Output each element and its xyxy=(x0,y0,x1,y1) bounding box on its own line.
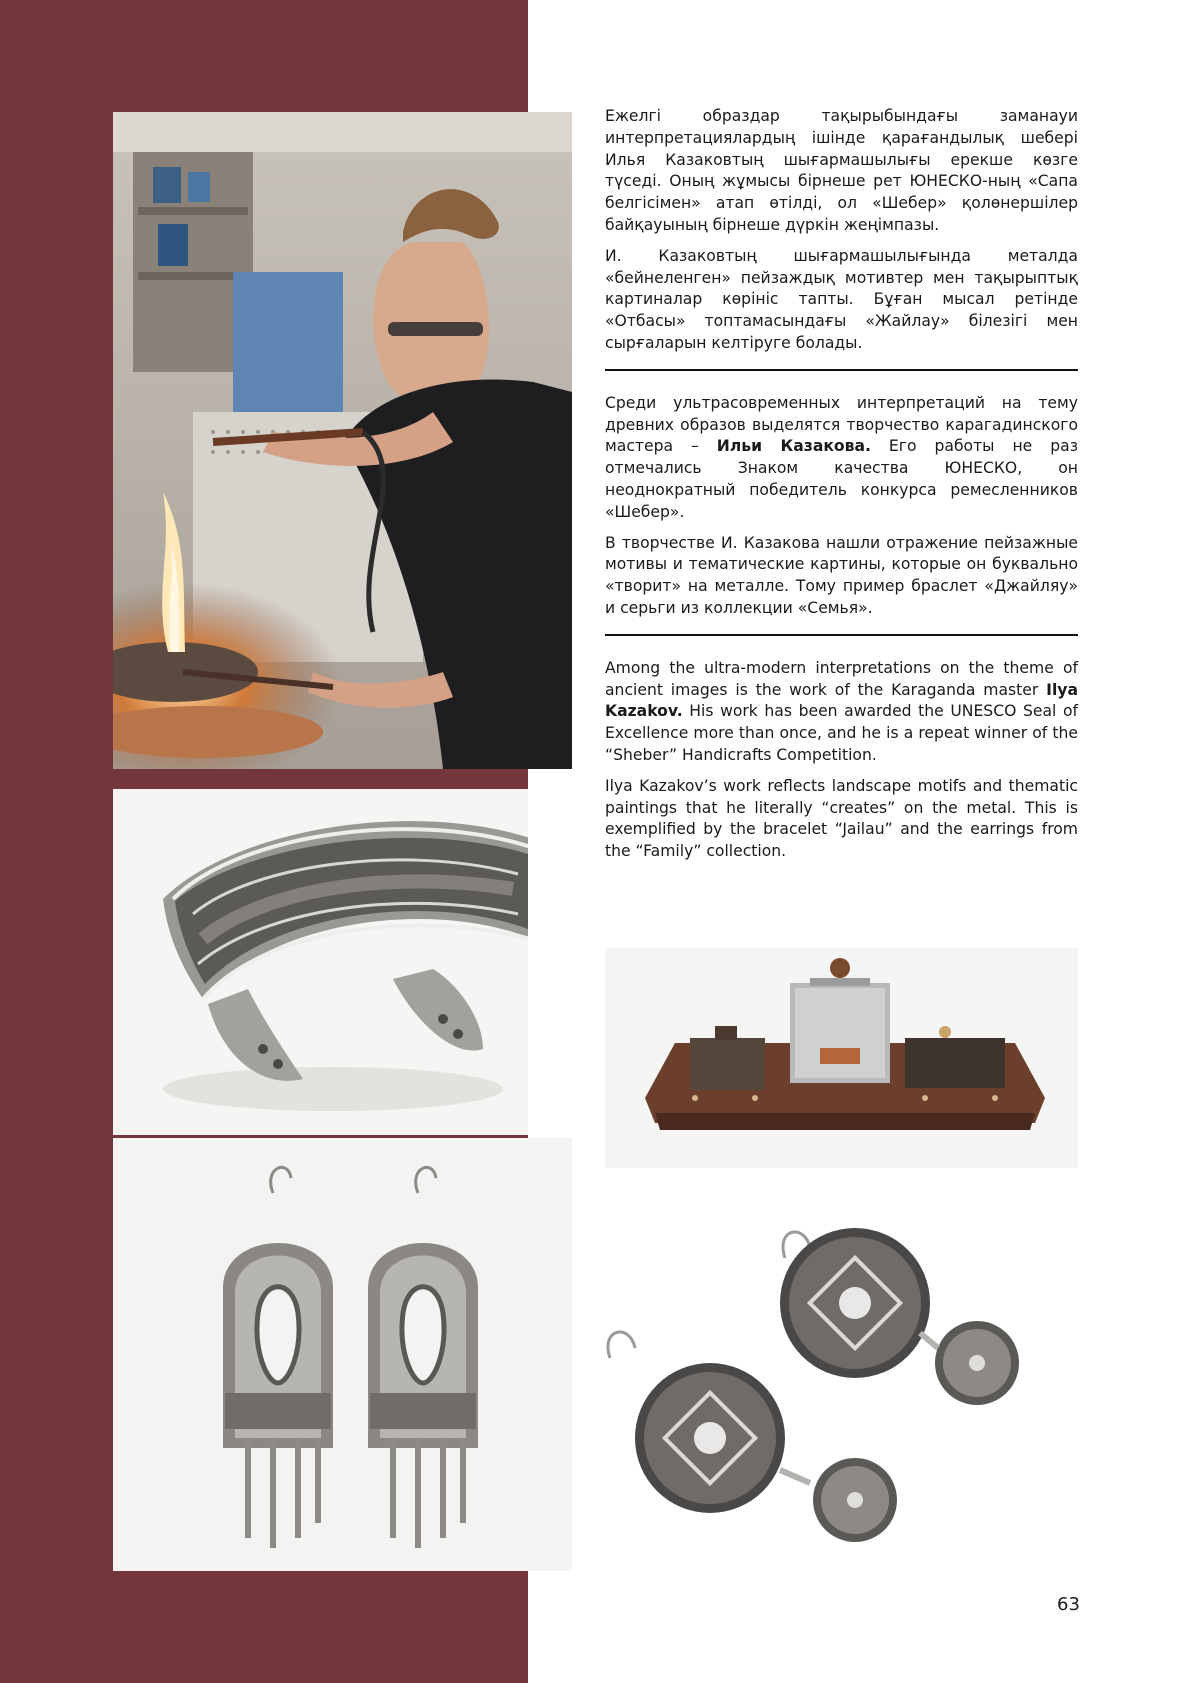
english-paragraph-1-rest: His work has been awarded the UNESCO Seal of Excellence more than once, and he is a repeat winner of the “Sheber” Handicrafts Competition. xyxy=(605,702,1078,764)
english-paragraph-1 xyxy=(605,658,1078,767)
russian-paragraph-1-intro: Среди ультрасовременных интерпретаций на тему древних образов выделятся творчество карагадинского мастера – xyxy=(605,393,1078,456)
russian-master-name: Ильи Казакова. xyxy=(716,437,871,456)
english-paragraph-1-intro: Among the ultra-modern interpretations on the theme of ancient images is the work of the Karaganda master xyxy=(605,658,1078,699)
jailau-bracelet-photo xyxy=(113,789,528,1135)
casket-photo xyxy=(605,948,1078,1168)
master-at-work-photo xyxy=(113,112,572,769)
english-paragraph-2: Ilya Kazakov’s work reflects landscape motifs and thematic paintings that he literally “creates” on the metal. This is exemplified by the bracelet “Jailau” and the earrings from the “Family” collection. xyxy=(605,776,1078,861)
section-divider xyxy=(605,369,1078,371)
english-master-name: Ilya Kazakov. xyxy=(605,680,1078,721)
russian-paragraph-1 xyxy=(605,393,1078,524)
russian-paragraph-2: В творчестве И. Казакова нашли отражение пейзажные мотивы и тематические картины, которые он буквально «творит» на металле. Тому пример браслет «Джайляу» и серьги из коллекции «Семья». xyxy=(605,533,1078,617)
kazakh-paragraph-1: Ежелгі образдар тақырыбындағы заманауи интерпретациялардың ішінде қарағандылық шебері Илья Казаковтың шығармашылығы ерекше көзге түседі. Оның жұмысы бірнеше рет ЮНЕСКО-ның «Сапа белгісімен» атап өтілді, ол «Шебер» қолөнершілер байқауының бірнеше дүркін жеңімпазы. xyxy=(605,107,1078,234)
disc-earrings-photo xyxy=(605,1208,1078,1580)
section-divider xyxy=(605,634,1078,636)
russian-paragraph-1-rest: Его работы не раз отмечались Знаком качества ЮНЕСКО, он неоднократный победитель конкурса ремесленников «Шебер». xyxy=(605,437,1078,521)
arch-earrings-photo xyxy=(113,1138,572,1571)
text-column xyxy=(605,106,1078,872)
kazakh-paragraph-2: И. Казаковтың шығармашылығында металда «бейнеленген» пейзаждық мотивтер мен тақырыптық картиналар көрініс тапты. Бұған мысал ретінде «Отбасы» топтамасындағы «Жайлау» білезігі мен сырғаларын келтіруге болады. xyxy=(605,246,1078,352)
page-number: 63 xyxy=(1057,1594,1080,1615)
